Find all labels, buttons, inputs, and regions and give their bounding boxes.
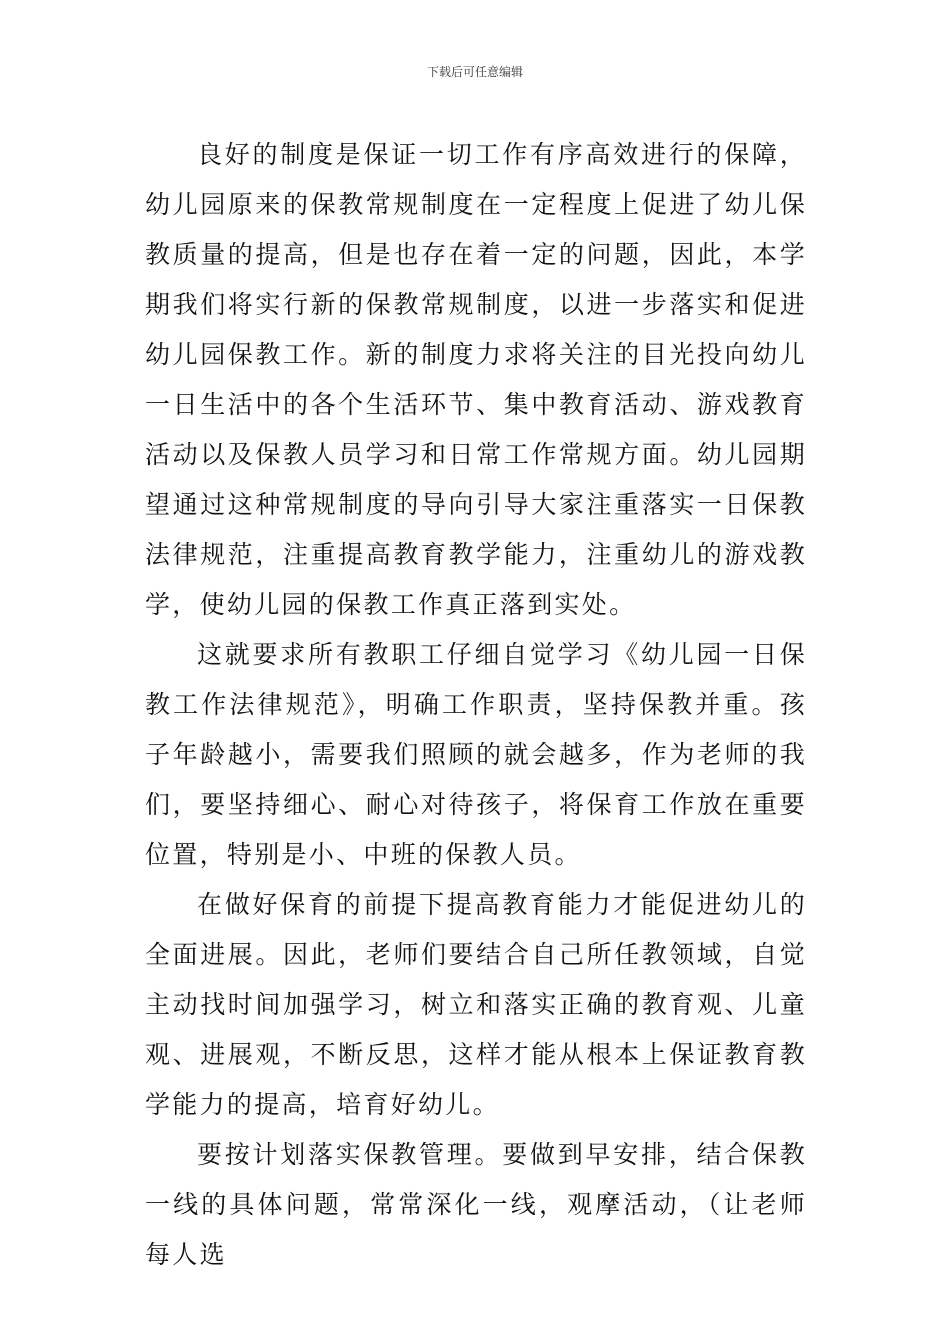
paragraph-3: 在做好保育的前提下提高教育能力才能促进幼儿的全面进展。因此，老师们要结合自己所任教领域，自觉主动找时间加强学习，树立和落实正确的教育观、儿童观、进展观，不断反思，这样才能从根本上保证教育教学能力的提高，培育好幼儿。	[145, 890, 807, 1119]
page-header: 下载后可任意编辑	[426, 65, 523, 79]
paragraph-4: 要按计划落实保教管理。要做到早安排，结合保教一线的具体问题，常常深化一线，观摩活动，（让老师每人选	[145, 1140, 807, 1269]
paragraph-2: 这就要求所有教职工仔细自觉学习《幼儿园一日保教工作法律规范》，明确工作职责，坚持保教并重。孩子年龄越小，需要我们照顾的就会越多，作为老师的我们，要坚持细心、耐心对待孩子，将保育工作放在重要位置，特别是小、中班的保教人员。	[145, 640, 807, 869]
document-body	[145, 130, 807, 1280]
paragraph-1: 良好的制度是保证一切工作有序高效进行的保障，幼儿园原来的保教常规制度在一定程度上促进了幼儿保教质量的提高，但是也存在着一定的问题，因此，本学期我们将实行新的保教常规制度，以进一步落实和促进幼儿园保教工作。新的制度力求将关注的目光投向幼儿一日生活中的各个生活环节、集中教育活动、游戏教育活动以及保教人员学习和日常工作常规方面。幼儿园期望通过这种常规制度的导向引导大家注重落实一日保教法律规范，注重提高教育教学能力，注重幼儿的游戏教学，使幼儿园的保教工作真正落到实处。	[145, 140, 807, 619]
